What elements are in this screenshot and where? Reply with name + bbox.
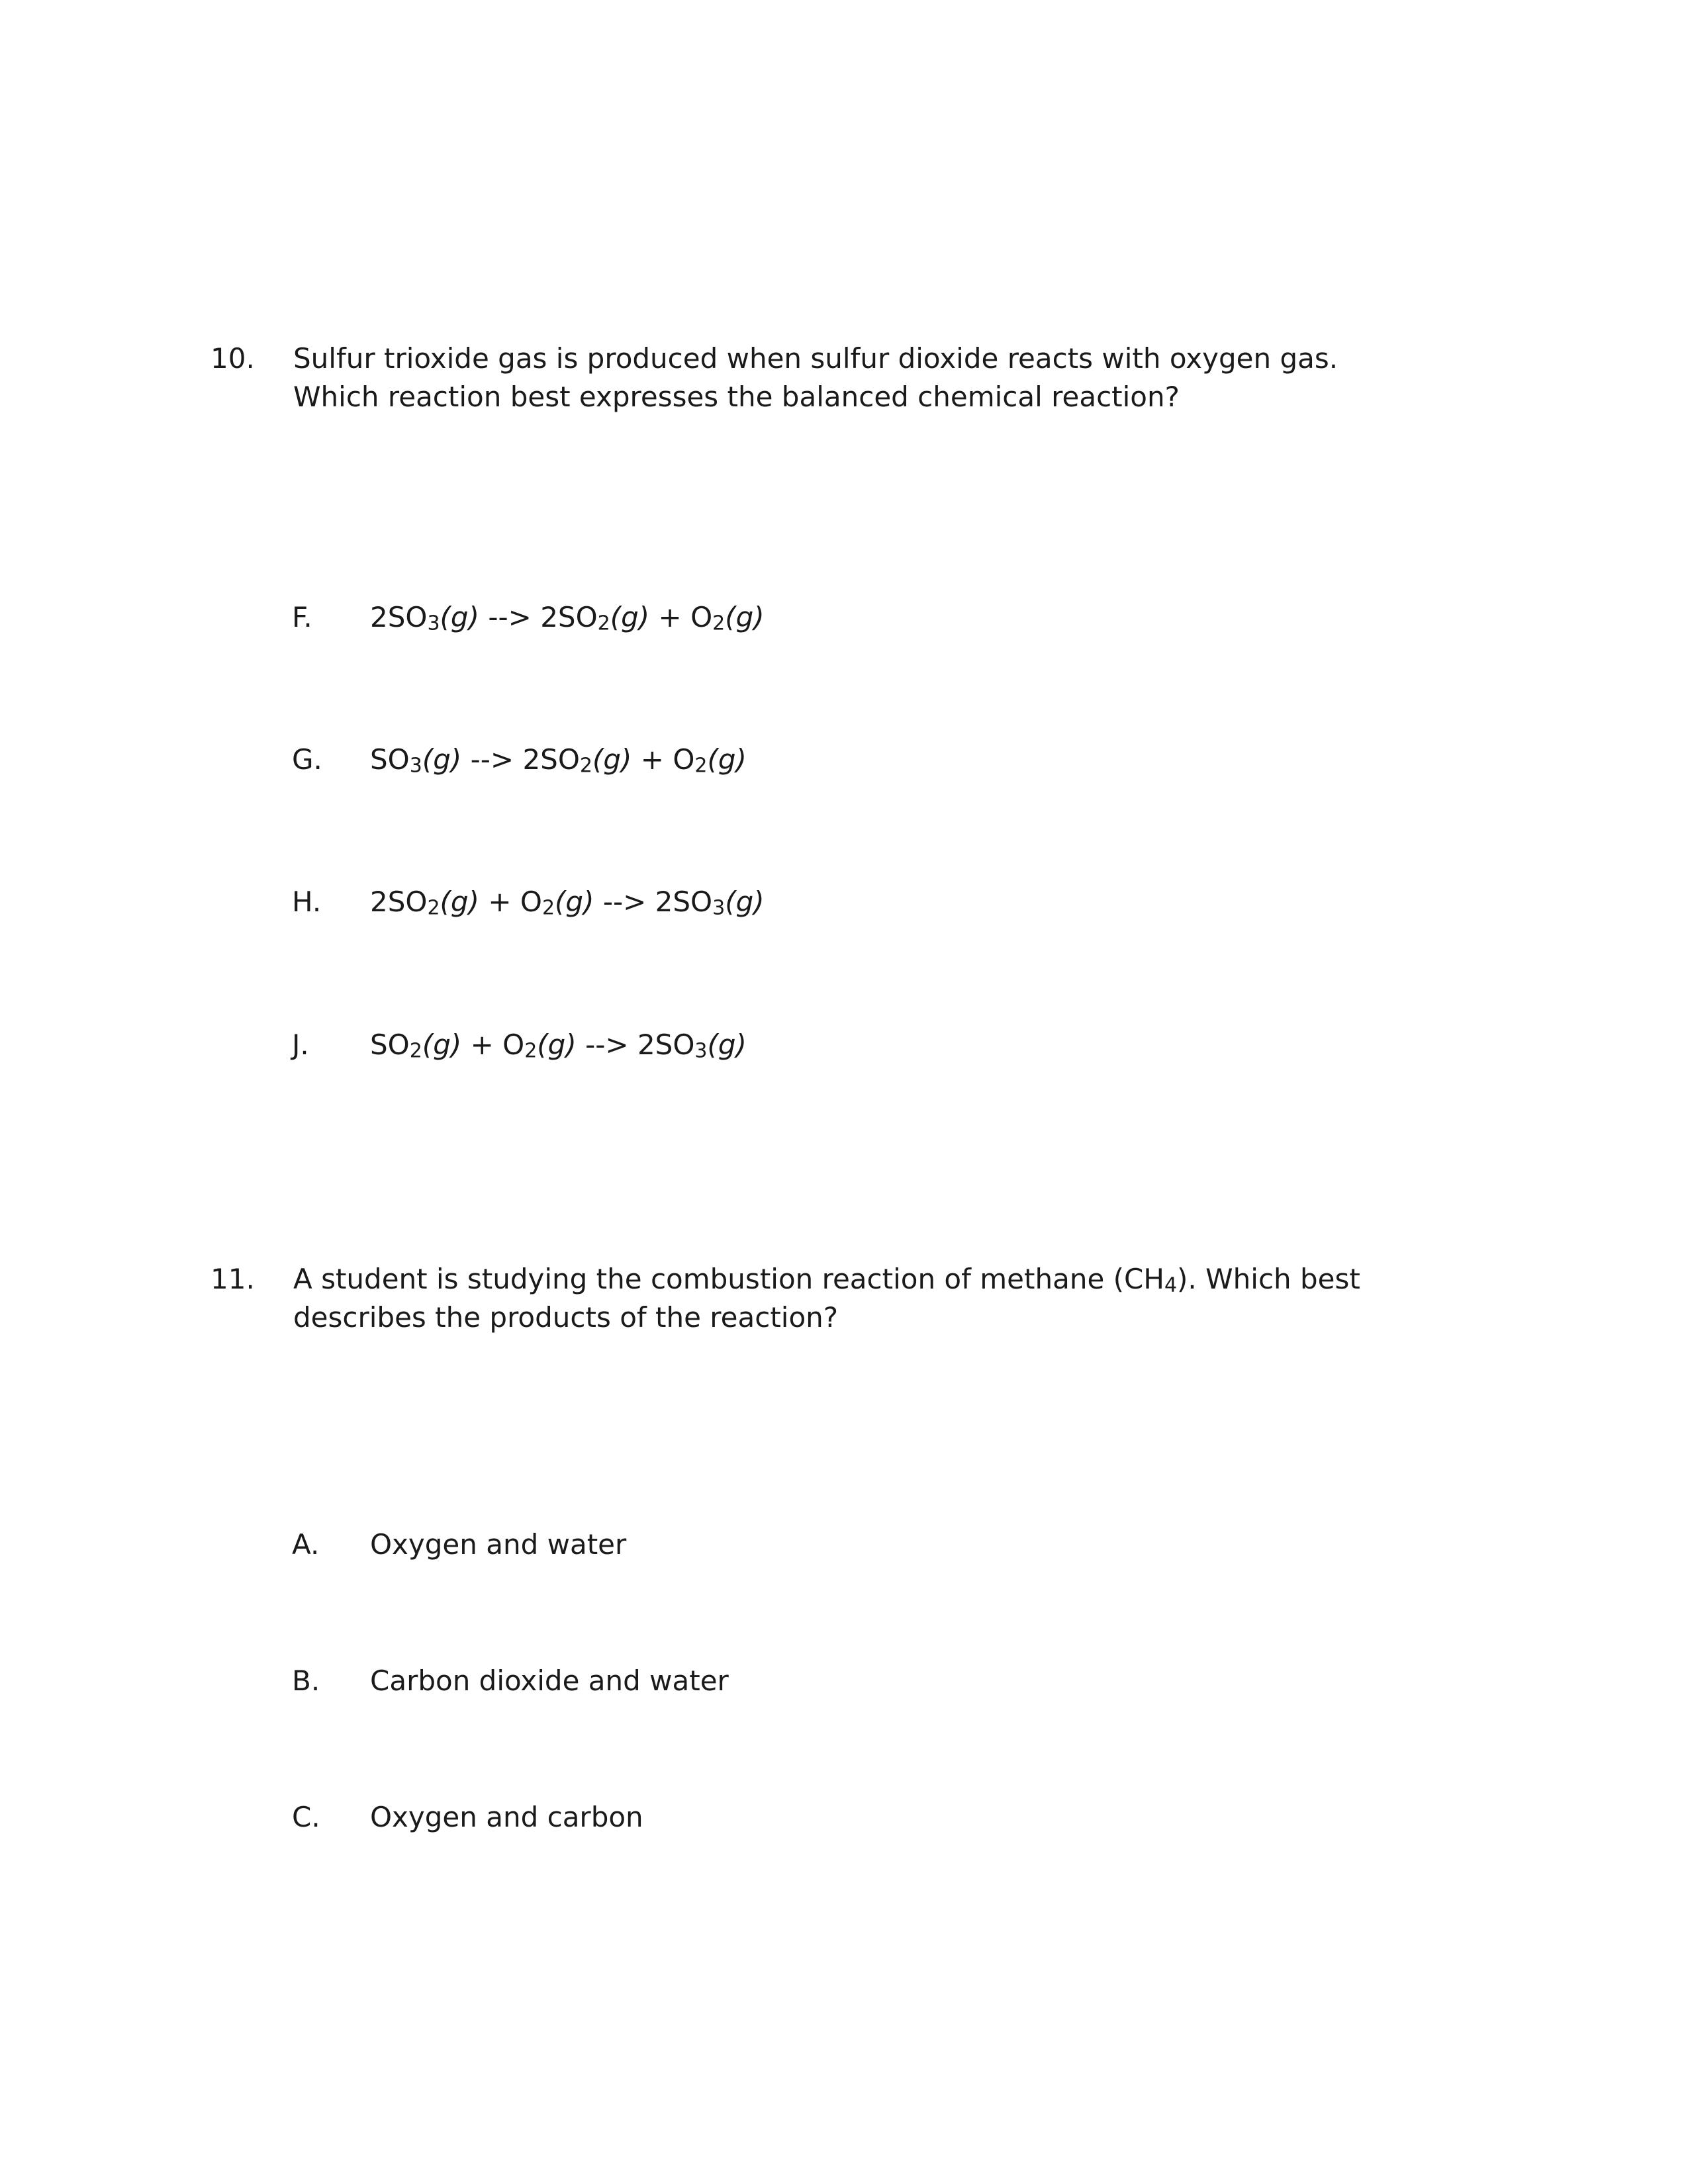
state-symbol: (g) (707, 1028, 747, 1061)
state-symbol: (g) (555, 886, 594, 918)
state-symbol: (g) (610, 601, 650, 633)
option-f-letter: F. (292, 601, 312, 633)
option-c-text: Oxygen and carbon (370, 1801, 643, 1833)
state-symbol: (g) (422, 1028, 462, 1061)
question-11-number: 11. (211, 1263, 255, 1295)
subscript: 4 (1164, 1273, 1178, 1297)
subscript: 3 (694, 1039, 708, 1063)
option-h-letter: H. (292, 886, 322, 918)
option-j-equation: $SO_2(g) + O_2(g)$ --> $2SO_3(g)$ (370, 1028, 747, 1063)
option-g[interactable] (292, 741, 747, 779)
state-symbol: (g) (422, 743, 462, 776)
state-symbol: (g) (725, 601, 765, 633)
question-11-line-1: A student is studying the combustion reaction of methane $(CH_4)$. Which best (293, 1263, 1360, 1297)
option-c[interactable] (292, 1798, 643, 1837)
state-symbol: (g) (440, 601, 479, 633)
question-10-text (293, 340, 1419, 416)
question-11-text (293, 1260, 1419, 1337)
subscript: 2 (427, 896, 440, 920)
question-10-number: 10. (211, 342, 255, 375)
subscript: 3 (712, 896, 726, 920)
option-j[interactable] (292, 1026, 747, 1064)
subscript: 3 (427, 612, 440, 635)
subscript: 2 (597, 612, 610, 635)
state-symbol: (g) (707, 743, 747, 776)
state-symbol: (g) (592, 743, 632, 776)
question-10-line-1: Sulfur trioxide gas is produced when sulfur dioxide reacts with oxygen gas. (293, 342, 1338, 375)
question-10-line-2: Which reaction best expresses the balanced chemical reaction? (293, 381, 1180, 413)
subscript: 2 (712, 612, 726, 635)
state-symbol: (g) (537, 1028, 577, 1061)
option-g-letter: G. (292, 743, 322, 776)
subscript: 2 (579, 754, 592, 778)
subscript: 2 (694, 754, 708, 778)
option-c-letter: C. (292, 1801, 320, 1833)
option-b-text: Carbon dioxide and water (370, 1664, 729, 1697)
option-h-equation: $2SO_2(g) + O_2(g)$ --> $2SO_3(g)$ (370, 886, 765, 920)
option-g-equation: $SO_3(g)$ --> $2SO_2(g) + O_2(g)$ (370, 743, 747, 778)
state-symbol: (g) (725, 886, 765, 918)
option-f-equation: $2SO_3(g)$ --> $2SO_2(g) + O_2(g)$ (370, 601, 765, 635)
option-h[interactable] (292, 883, 765, 921)
subscript: 2 (541, 896, 555, 920)
subscript: 2 (409, 1039, 422, 1063)
option-a-text: Oxygen and water (370, 1528, 627, 1561)
option-j-letter: J. (292, 1028, 309, 1061)
option-a-letter: A. (292, 1528, 320, 1561)
option-b-letter: B. (292, 1664, 320, 1697)
subscript: 2 (524, 1039, 538, 1063)
option-a[interactable] (292, 1525, 626, 1564)
subscript: 3 (409, 754, 422, 778)
option-b[interactable] (292, 1662, 729, 1700)
state-symbol: (g) (440, 886, 479, 918)
option-f[interactable] (292, 598, 765, 637)
question-11-line-2: describes the products of the reaction? (293, 1301, 839, 1334)
